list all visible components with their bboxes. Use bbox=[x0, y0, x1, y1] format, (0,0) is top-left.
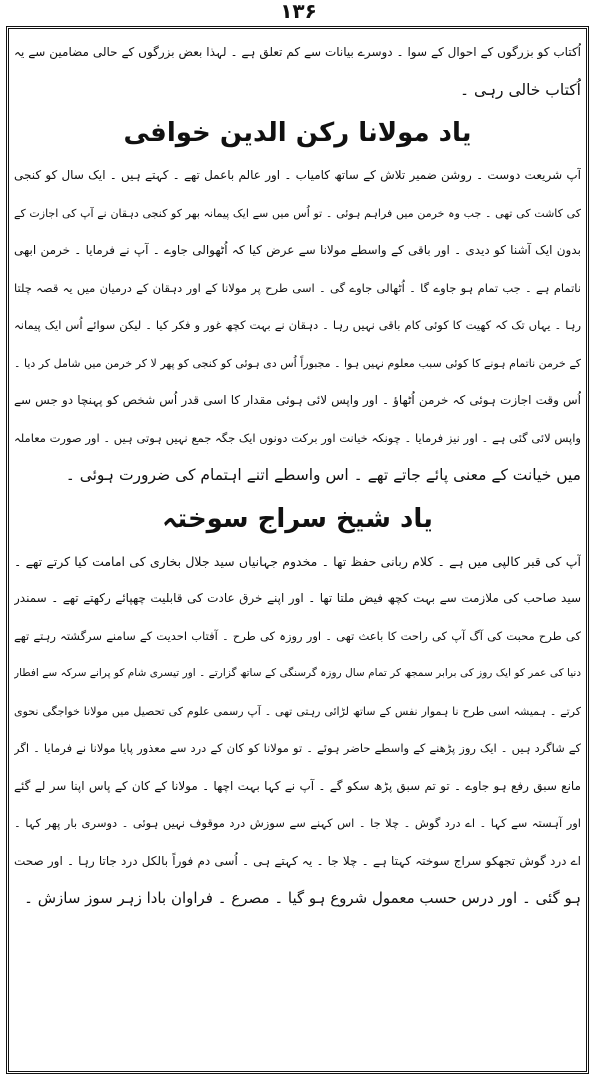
page-number: ۱۳۶ bbox=[280, 0, 317, 23]
text-line: اے درد گوش تجھکو سراج سوختہ کہتا ہے ۔ چلا جا ۔ یہ کہتے ہی ۔ اُسی دم فوراً بالکل درد جاتا رہا ۔ اور صحت bbox=[14, 853, 581, 868]
text-line: بدون ایک آشنا کو دیدی ۔ اور باقی کے واسطے مولانا سے عرض کیا کہ اُٹھوالی جاوے ۔ آپ نے فرمایا ۔ خرمن ابھی bbox=[14, 243, 581, 257]
text-line: میں خیانت کے معنی پائے جاتے تھے ۔ اس واسطے اتنے اہتمام کی ضرورت ہوئی ۔ bbox=[65, 466, 581, 484]
text-line: کرتے ۔ ہمیشہ اسی طرح نا ہموار نفس کے ساتھ لڑائی رہتی تھی ۔ آپ رسمی علوم کی تحصیل میں مولانا خواجگی نحوی bbox=[14, 704, 581, 718]
text-line: اور آہستہ سے کہا ۔ اے درد گوش ۔ چلا جا ۔ اس کہنے سے سوزش درد موقوف نہیں ہوئی ۔ دوسری بار پھر کہا ۔ bbox=[14, 816, 581, 830]
text-line: اُکتاب کو بزرگوں کے احوال کے سوا ۔ دوسرے بیانات سے کم تعلق ہے ۔ لہذا بعض بزرگوں کے حالی مضامین سے یہ bbox=[14, 45, 581, 59]
section-heading: یاد شیخ سراج سوختہ bbox=[162, 503, 433, 534]
text-line: دنیا کی عمر کو ایک روز کی برابر سمجھ کر تمام سال روزہ گرسنگی کے ساتھ گزارتے ۔ اور تیسری شام کو پرانے سرکہ سے افطار bbox=[14, 667, 581, 679]
text-line: اُکتاب خالی رہی ۔ bbox=[460, 80, 581, 99]
text-line: سید صاحب کی ملازمت سے بہت کچھ فیض ملتا تھا ۔ اور اپنے خرق عادت کی قابلیت چھپائے رکھتے تھے ۔ سمندر bbox=[14, 591, 581, 605]
text-line: ناتمام ہے ۔ جب تمام ہو جاوے گا ۔ اُٹھالی جاوے گی ۔ اسی طرح پر مولانا کے اور دہقان کے درمیان میں یہ قصہ چلتا bbox=[14, 280, 581, 295]
text-line: آپ کی قبر کالپی میں ہے ۔ کلام ربانی حفظ تھا ۔ مخدوم جہانیاں سید جلال بخاری کی امامت کیا کرتے تھے ۔ bbox=[14, 553, 581, 569]
text-line: اُس وقت اجازت ہوئی کہ خرمن اُٹھاؤ ۔ اور واپس لائی ہوئی مقدار کا اسی قدر اُس شخص کو پہنچا دو جس سے bbox=[14, 393, 581, 407]
text-line: ہو گئی ۔ اور درس حسب معمول شروع ہو گیا ۔ مصرع ۔ فراوان بادا زہر سوز سازش ۔ bbox=[24, 889, 581, 907]
text-line: آپ شریعت دوست ۔ روشن ضمیر تلاش کے ساتھ کامیاب ۔ اور عالم باعمل تھے ۔ کہتے ہیں ۔ ایک سال کو کنجی bbox=[14, 168, 581, 182]
text-line: کے خرمن ناتمام ہونے کا کوئی سبب معلوم نہیں ہوا ۔ مجبوراً اُس دی ہوئی کو کنجی کو پھر لا کر خرمن میں شامل کر دیا ۔ bbox=[14, 356, 581, 370]
text-line: کی کاشت کی تھی ۔ جب وہ خرمن میں فراہم ہوئی ۔ تو اُس میں سے ایک پیمانہ بھر کو کنجی دہقان نے آپ کی اجازت کے bbox=[14, 206, 581, 220]
text-line: کی طرح محبت کی آگ آپ کی راحت کا باعث تھی ۔ اور روزہ کی طرح ۔ آفتاب احدیت کے سامنے سرگشتہ رہتے تھے bbox=[14, 628, 581, 643]
text-line: رہا ۔ یہاں تک کہ کھیت کا کوئی کام باقی نہیں رہا ۔ دہقان نے بہت کچھ غور و فکر کیا ۔ لیکن سوائے اُس ایک پیمانہ bbox=[14, 318, 581, 332]
text-line: کے شاگرد ہیں ۔ ایک روز پڑھنے کے واسطے حاضر ہوئے ۔ تو مولانا کو کان کے درد سے معذور پایا مولانا نے فرمایا ۔ اگر bbox=[14, 741, 581, 755]
text-line: مانع سبق رفع ہو جاوے ۔ تو تم سبق پڑھ سکو گے ۔ آپ نے کہا بہت اچھا ۔ مولانا کے کان کے پاس اپنا سر لے گئے bbox=[14, 778, 581, 793]
page-body bbox=[14, 34, 581, 918]
section-heading: یاد مولانا رکن الدین خوافی bbox=[123, 118, 472, 148]
text-line: واپس لائی گئی ہے ۔ اور نیز فرمایا ۔ چونکہ خیانت اور برکت دونوں ایک جگہ جمع نہیں ہوتی ہیں ۔ اور صورت معاملہ bbox=[14, 430, 581, 445]
